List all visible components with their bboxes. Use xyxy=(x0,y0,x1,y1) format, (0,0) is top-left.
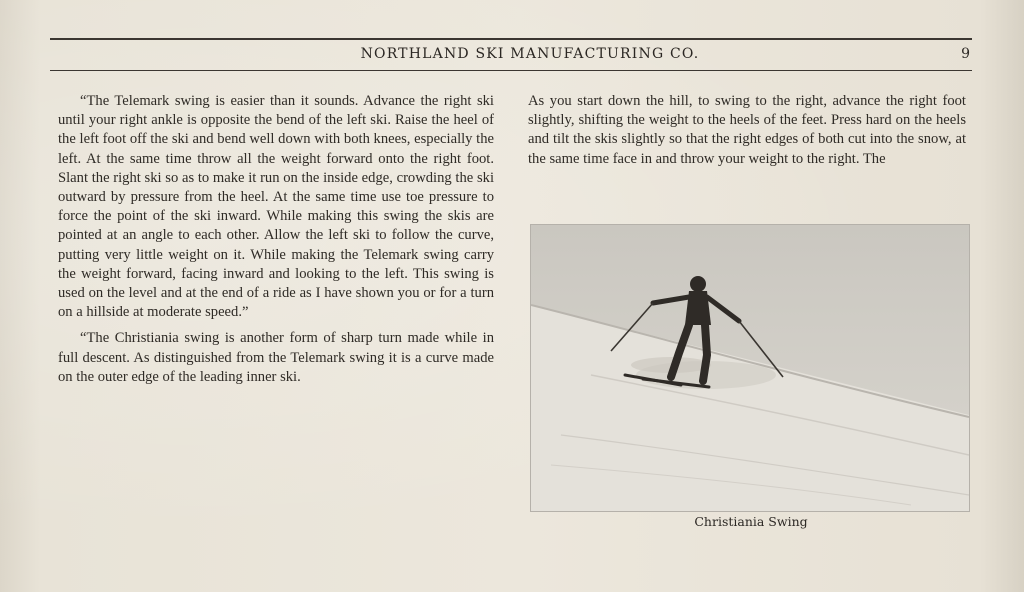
header-rule-top xyxy=(50,38,972,40)
paragraph-christiania: “The Christiania swing is another form of sharp turn made while in full descent. As distinguished from the Telemark swing it is a curve made on the outer edge of the leading inner ski. xyxy=(58,330,494,385)
right-text-column xyxy=(528,92,966,169)
skier-photo-icon xyxy=(530,224,970,512)
running-header: NORTHLAND SKI MANUFACTURING CO. xyxy=(360,46,700,62)
left-text-column xyxy=(58,92,494,387)
header-rule-bottom xyxy=(50,70,972,71)
skier-illustration xyxy=(531,225,969,511)
figure-caption: Christiania Swing xyxy=(694,514,808,529)
paragraph-telemark: “The Telemark swing is easier than it sounds. Advance the right ski until your right ankle is opposite the bend of the left ski. Raise the heel of the left foot off the ski and bend well down with both knees, especially the left. At the same time throw all the weight forward onto the right foot. Slant the right ski so as to make it run on the inside edge, crowding the ski outward by pressure from the heel. At the same time use toe pressure to force the point of the ski inward. While making this swing the skis are pointed at an angle to each other. Allow the left ski to follow the curve, putting very little weight on it. While making the Telemark swing carry the weight forward, facing inward and looking to the left. This swing is used on the level and at the end of a ride as I have shown you or for a turn on a hillside at moderate speed.” xyxy=(58,93,494,321)
paragraph-right-swing: As you start down the hill, to swing to the right, advance the right foot slightly, shifting the weight to the heels of the feet. Press hard on the heels and tilt the skis slightly so that the right edges of both cut into the snow, at the same time face in and throw your weight to the right. The xyxy=(528,93,966,167)
page-number: 9 xyxy=(961,46,970,62)
